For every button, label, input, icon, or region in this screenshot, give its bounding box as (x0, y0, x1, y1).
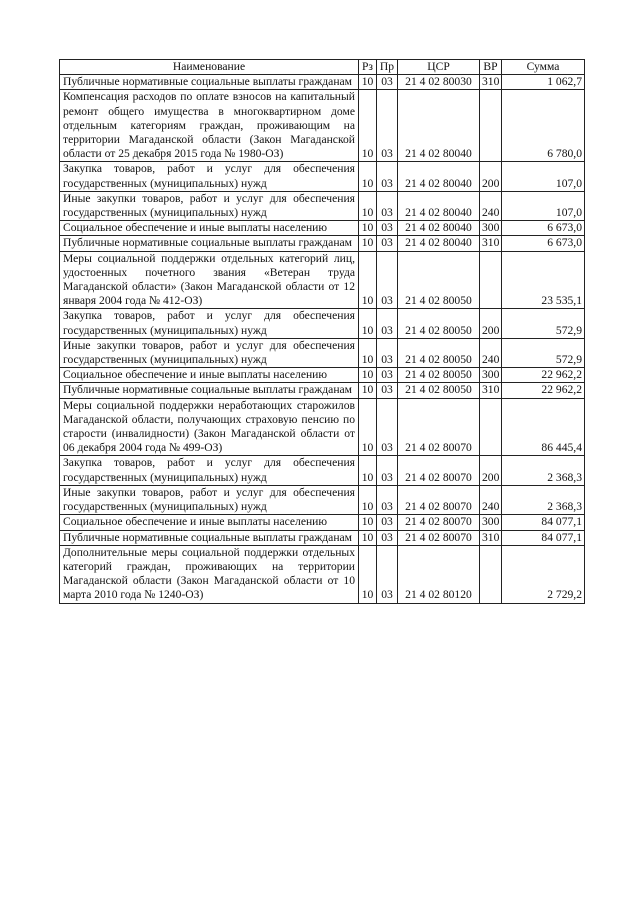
row-pr: 03 (377, 236, 398, 251)
row-name: Публичные нормативные социальные выплаты гражданам (60, 530, 359, 545)
row-sum: 23 535,1 (502, 251, 585, 309)
row-csr: 21 4 02 80070 (398, 398, 480, 456)
header-csr: ЦСР (398, 60, 480, 75)
row-name: Закупка товаров, работ и услуг для обеспечения государственных (муниципальных) нужд (60, 309, 359, 338)
header-rz: Рз (359, 60, 377, 75)
row-csr: 21 4 02 80040 (398, 162, 480, 191)
row-sum: 2 368,3 (502, 456, 585, 485)
row-vr (480, 90, 502, 162)
row-pr: 03 (377, 309, 398, 338)
row-name: Социальное обеспечение и иные выплаты населению (60, 515, 359, 530)
row-sum: 6 673,0 (502, 221, 585, 236)
row-pr: 03 (377, 75, 398, 90)
row-rz: 10 (359, 545, 377, 603)
row-sum: 572,9 (502, 309, 585, 338)
row-rz: 10 (359, 515, 377, 530)
budget-table-sheet (59, 59, 584, 604)
row-rz: 10 (359, 236, 377, 251)
row-name: Публичные нормативные социальные выплаты гражданам (60, 383, 359, 398)
row-name: Меры социальной поддержки неработающих старожилов Магаданской области, получающих страховую пенсию по старости (инвалидности) (Закон Магаданской области от 06 декабря 2004 года № 499-ОЗ) (60, 398, 359, 456)
table-header (60, 60, 585, 75)
header-sum: Сумма (502, 60, 585, 75)
row-vr: 310 (480, 383, 502, 398)
row-rz: 10 (359, 90, 377, 162)
row-name: Меры социальной поддержки отдельных категорий лиц, удостоенных почетного звания «Ветеран труда Магаданской области» (Закон Магаданской области от 12 января 2004 года № 412-ОЗ) (60, 251, 359, 309)
row-vr: 310 (480, 530, 502, 545)
table-row (60, 515, 585, 530)
row-csr: 21 4 02 80070 (398, 515, 480, 530)
row-sum: 2 729,2 (502, 545, 585, 603)
table-row (60, 309, 585, 338)
row-rz: 10 (359, 251, 377, 309)
row-vr (480, 398, 502, 456)
table-row (60, 221, 585, 236)
row-name: Иные закупки товаров, работ и услуг для обеспечения государственных (муниципальных) нужд (60, 191, 359, 220)
row-sum: 22 962,2 (502, 368, 585, 383)
row-name: Социальное обеспечение и иные выплаты населению (60, 368, 359, 383)
row-csr: 21 4 02 80070 (398, 485, 480, 514)
row-rz: 10 (359, 75, 377, 90)
row-rz: 10 (359, 309, 377, 338)
row-vr: 300 (480, 515, 502, 530)
row-pr: 03 (377, 398, 398, 456)
row-rz: 10 (359, 485, 377, 514)
table-row (60, 191, 585, 220)
row-vr: 240 (480, 191, 502, 220)
row-sum: 6 673,0 (502, 236, 585, 251)
header-vr: ВР (480, 60, 502, 75)
row-name: Публичные нормативные социальные выплаты гражданам (60, 75, 359, 90)
row-vr (480, 251, 502, 309)
row-pr: 03 (377, 530, 398, 545)
row-rz: 10 (359, 221, 377, 236)
row-vr: 300 (480, 368, 502, 383)
row-sum: 1 062,7 (502, 75, 585, 90)
row-csr: 21 4 02 80070 (398, 530, 480, 545)
table-row (60, 456, 585, 485)
row-sum: 84 077,1 (502, 515, 585, 530)
row-pr: 03 (377, 251, 398, 309)
row-sum: 107,0 (502, 162, 585, 191)
row-sum: 22 962,2 (502, 383, 585, 398)
row-vr: 240 (480, 338, 502, 367)
row-rz: 10 (359, 383, 377, 398)
row-csr: 21 4 02 80070 (398, 456, 480, 485)
row-name: Иные закупки товаров, работ и услуг для обеспечения государственных (муниципальных) нужд (60, 485, 359, 514)
row-rz: 10 (359, 456, 377, 485)
row-vr: 200 (480, 309, 502, 338)
row-sum: 84 077,1 (502, 530, 585, 545)
row-sum: 2 368,3 (502, 485, 585, 514)
row-pr: 03 (377, 191, 398, 220)
row-csr: 21 4 02 80040 (398, 191, 480, 220)
table-row (60, 368, 585, 383)
row-vr: 310 (480, 75, 502, 90)
row-csr: 21 4 02 80040 (398, 221, 480, 236)
row-pr: 03 (377, 545, 398, 603)
row-name: Дополнительные меры социальной поддержки отдельных категорий граждан, проживающих на территории Магаданской области (Закон Магаданской области от 10 марта 2010 года № 1240-ОЗ) (60, 545, 359, 603)
table-body (60, 75, 585, 603)
row-name: Иные закупки товаров, работ и услуг для обеспечения государственных (муниципальных) нужд (60, 338, 359, 367)
row-csr: 21 4 02 80040 (398, 90, 480, 162)
table-row (60, 383, 585, 398)
table-row (60, 236, 585, 251)
row-name: Закупка товаров, работ и услуг для обеспечения государственных (муниципальных) нужд (60, 456, 359, 485)
row-csr: 21 4 02 80120 (398, 545, 480, 603)
row-rz: 10 (359, 191, 377, 220)
row-csr: 21 4 02 80050 (398, 368, 480, 383)
row-name: Закупка товаров, работ и услуг для обеспечения государственных (муниципальных) нужд (60, 162, 359, 191)
row-rz: 10 (359, 530, 377, 545)
table-row (60, 530, 585, 545)
row-vr: 240 (480, 485, 502, 514)
table-row (60, 90, 585, 162)
table-row (60, 398, 585, 456)
row-pr: 03 (377, 90, 398, 162)
row-sum: 86 445,4 (502, 398, 585, 456)
row-vr: 200 (480, 162, 502, 191)
row-pr: 03 (377, 338, 398, 367)
row-name: Публичные нормативные социальные выплаты гражданам (60, 236, 359, 251)
row-pr: 03 (377, 383, 398, 398)
row-pr: 03 (377, 221, 398, 236)
row-vr: 310 (480, 236, 502, 251)
row-rz: 10 (359, 398, 377, 456)
row-rz: 10 (359, 162, 377, 191)
row-pr: 03 (377, 456, 398, 485)
row-name: Социальное обеспечение и иные выплаты населению (60, 221, 359, 236)
row-pr: 03 (377, 485, 398, 514)
row-vr: 200 (480, 456, 502, 485)
row-csr: 21 4 02 80030 (398, 75, 480, 90)
header-row (60, 60, 585, 75)
row-csr: 21 4 02 80050 (398, 251, 480, 309)
table-row (60, 251, 585, 309)
row-csr: 21 4 02 80040 (398, 236, 480, 251)
row-sum: 572,9 (502, 338, 585, 367)
row-csr: 21 4 02 80050 (398, 338, 480, 367)
table-row (60, 545, 585, 603)
row-sum: 107,0 (502, 191, 585, 220)
row-rz: 10 (359, 338, 377, 367)
header-pr: Пр (377, 60, 398, 75)
table-row (60, 75, 585, 90)
row-name: Компенсация расходов по оплате взносов на капитальный ремонт общего имущества в многоквартирном доме отдельным категориям граждан, проживающим на территории Магаданской области (Закон Магаданской области от 25 декабря 2015 года № 1980-ОЗ) (60, 90, 359, 162)
table-row (60, 485, 585, 514)
row-pr: 03 (377, 368, 398, 383)
table-row (60, 162, 585, 191)
row-csr: 21 4 02 80050 (398, 383, 480, 398)
row-sum: 6 780,0 (502, 90, 585, 162)
header-name: Наименование (60, 60, 359, 75)
row-pr: 03 (377, 515, 398, 530)
row-vr: 300 (480, 221, 502, 236)
row-vr (480, 545, 502, 603)
budget-table (59, 59, 585, 604)
table-row (60, 338, 585, 367)
row-csr: 21 4 02 80050 (398, 309, 480, 338)
row-pr: 03 (377, 162, 398, 191)
row-rz: 10 (359, 368, 377, 383)
